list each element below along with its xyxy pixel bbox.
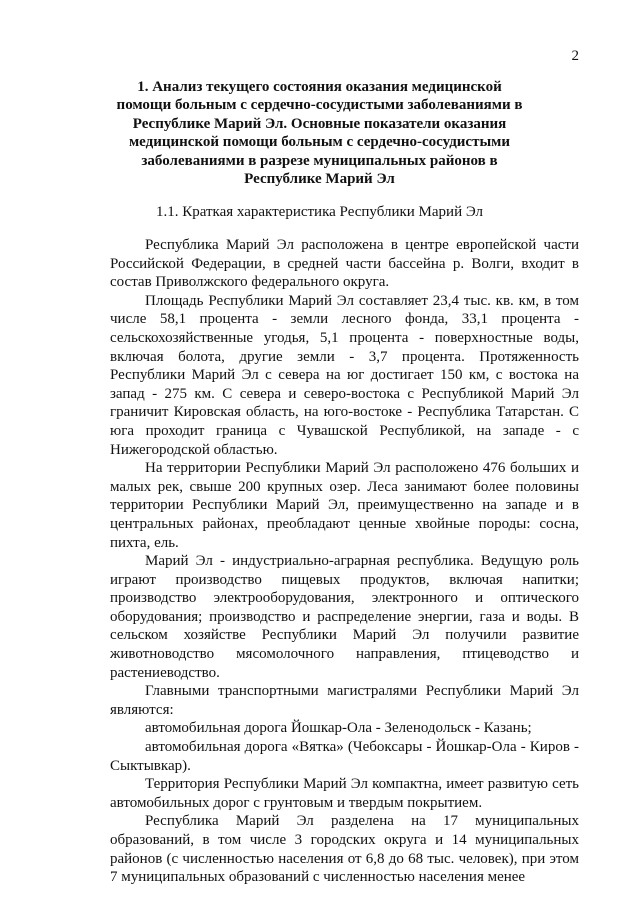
page-number: 2 (571, 48, 579, 64)
paragraph-location: Республика Марий Эл расположена в центре европейской части Российской Федерации, в средней части бассейна р. Волги, входит в состав Приволжского федерального округа. (110, 237, 579, 291)
body-text (110, 236, 579, 887)
paragraph-economy: Марий Эл - индустриально-аграрная республика. Ведущую роль играют производство пищевых продуктов, включая напитки; производство электрооборудования, электронного и оптического оборудования; производство и распределение энергии, газа и воды. В сельском хозяйстве Республики Марий Эл получили развитие животноводство мясомолочного направления, птицеводство и растениеводство. (110, 553, 579, 681)
paragraph-municipalities: Республика Марий Эл разделена на 17 муниципальных образований, в том числе 3 городских округа и 14 муниципальных районов (с численностью населения от 6,8 до 68 тыс. человек), при этом 7 муниципальных образований с численностью населения менее (110, 813, 579, 886)
paragraph-highways-intro: Главными транспортными магистралями Республики Марий Эл являются: (110, 683, 579, 718)
paragraph-roads: Территория Республики Марий Эл компактна, имеет развитую сеть автомобильных дорог с грунтовым и твердым покрытием. (110, 776, 579, 811)
paragraph-highway-2: автомобильная дорога «Вятка» (Чебоксары - Йошкар-Ола - Киров - Сыктывкар). (110, 739, 579, 774)
paragraph-area: Площадь Республики Марий Эл составляет 23,4 тыс. кв. км, в том числе 58,1 процента - земли лесного фонда, 33,1 процента - сельскохозяйственные угодья, 5,1 процента - поверхностные воды, включая болота, другие земли - 3,7 процента. Протяженность Республики Марий Эл с севера на юг достигает 150 км, с востока на запад - 275 км. С севера и северо-востока с Республикой Марий Эл граничит Кировская область, на юго-востоке - Республика Татарстан. С юга проходит граница с Чувашской Республикой, на западе - с Нижегородской областью. (110, 292, 579, 458)
subsection-heading: 1.1. Краткая характеристика Республики Марий Эл (155, 204, 484, 220)
paragraph-rivers-forests: На территории Республики Марий Эл расположено 476 больших и малых рек, свыше 200 крупных озер. Леса занимают более половины территории Республики Марий Эл, преимущественно на западе и в центральных районах, преобладают ценные хвойные породы: сосна, пихта, ель. (110, 460, 579, 551)
paragraph-highway-1: автомобильная дорога Йошкар-Ола - Зеленодольск - Казань; (145, 720, 532, 737)
section-heading: 1. Анализ текущего состояния оказания медицинской помощи больным с сердечно-сосудистыми заболеваниями в Республике Марий Эл. Основные показатели оказания медицинской помощи больным с сердечно-сосудистыми заболеваниями в разрезе муниципальных районов в Республике Марий Эл (116, 79, 523, 188)
